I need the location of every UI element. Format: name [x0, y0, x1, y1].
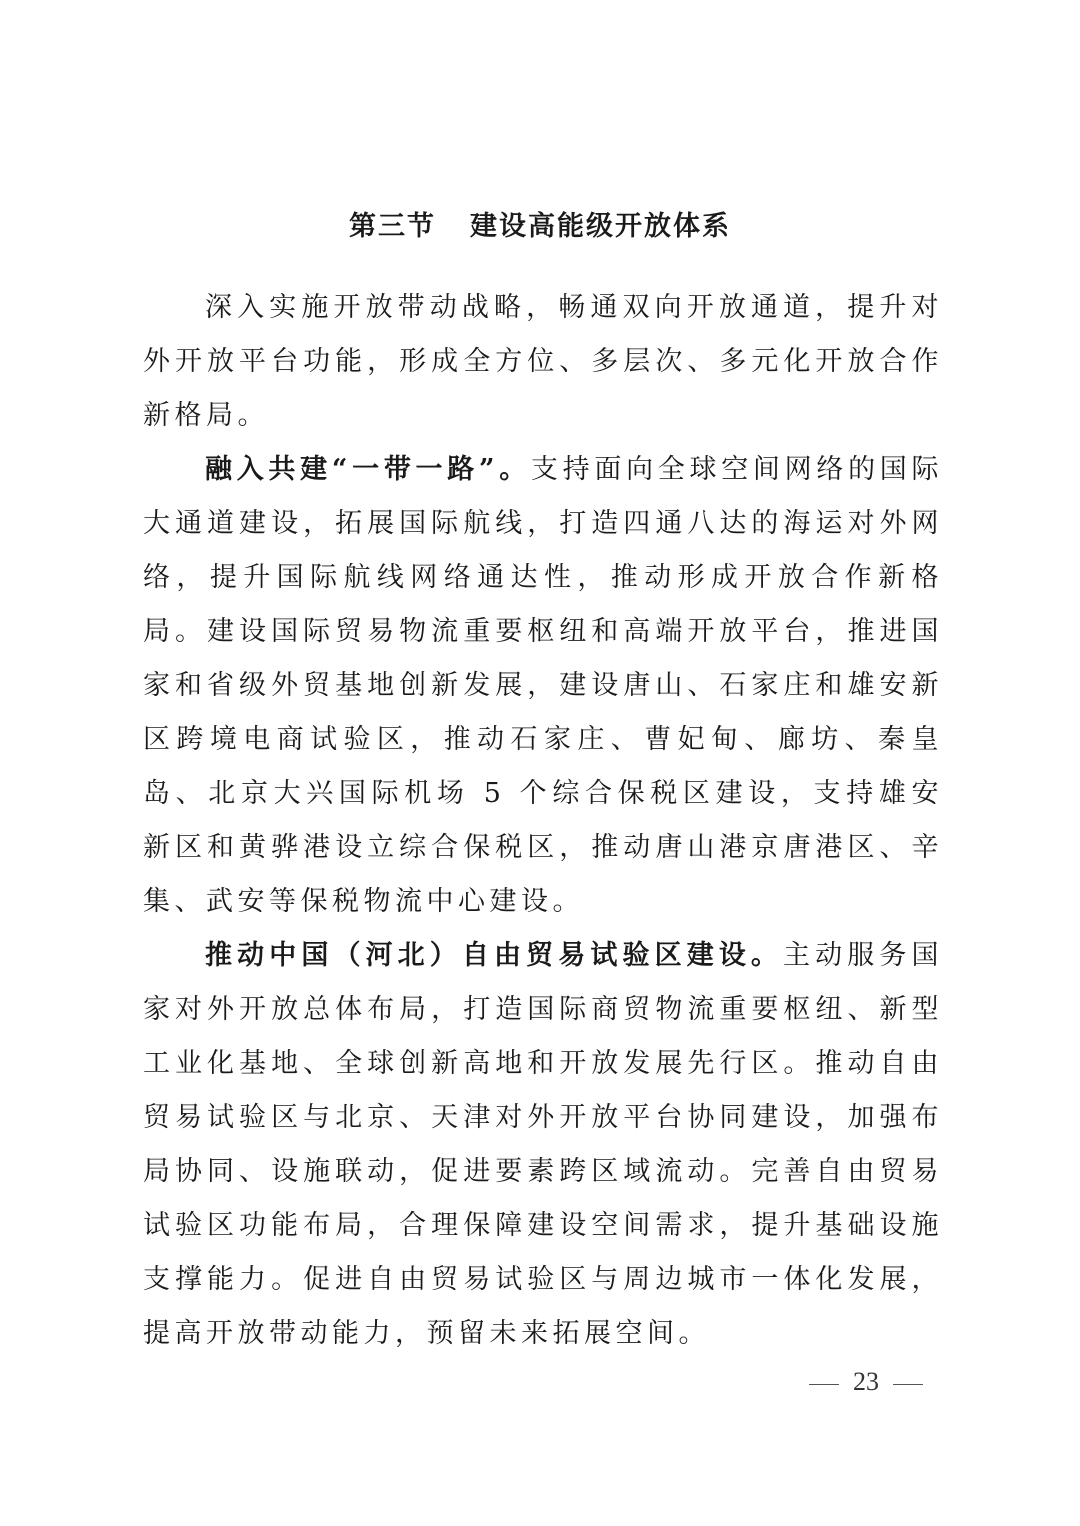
paragraph-free-trade-zone: [143, 929, 943, 1361]
section-heading: [0, 205, 1080, 249]
paragraph-lead: 融入共建“一带一路”。: [205, 454, 531, 485]
page-number: [795, 1362, 935, 1402]
paragraph-text: 支持面向全球空间网络的国际大通道建设，拓展国际航线，打造四通八达的海运对外网络，提升国际航线网络通达性，推动形成开放合作新格局。建设国际贸易物流重要枢纽和高端开放平台，推进国家和省级外贸基地创新发展，建设唐山、石家庄和雄安新区跨境电商试验区，推动石家庄、曹妃甸、廊坊、秦皇岛、北京大兴国际机场 5 个综合保税区建设，支持雄安新区和黄骅港设立综合保税区，推动唐山港京唐港区、辛集、武安等保税物流中心建设。: [143, 454, 943, 917]
paragraph-intro: [143, 281, 943, 443]
body-text: [143, 281, 943, 1361]
paragraph-text: 深入实施开放带动战略，畅通双向开放通道，提升对外开放平台功能，形成全方位、多层次、多元化开放合作新格局。: [143, 292, 943, 431]
section-number: 第三节: [349, 211, 436, 242]
paragraph-text: 主动服务国家对外开放总体布局，打造国际商贸物流重要枢纽、新型工业化基地、全球创新高地和开放发展先行区。推动自由贸易试验区与北京、天津对外开放平台协同建设，加强布局协同、设施联动，促进要素跨区域流动。完善自由贸易试验区功能布局，合理保障建设空间需求，提升基础设施支撑能力。促进自由贸易试验区与周边城市一体化发展，提高开放带动能力，预留未来拓展空间。: [143, 940, 944, 1349]
paragraph-belt-and-road: [143, 443, 943, 929]
page-number-value: 23: [853, 1367, 879, 1396]
paragraph-lead: 推动中国（河北）自由贸易试验区建设。: [205, 940, 784, 971]
page-number-dash-left: [809, 1384, 839, 1385]
page-number-dash-right: [893, 1384, 923, 1385]
section-title: 建设高能级开放体系: [470, 211, 731, 242]
